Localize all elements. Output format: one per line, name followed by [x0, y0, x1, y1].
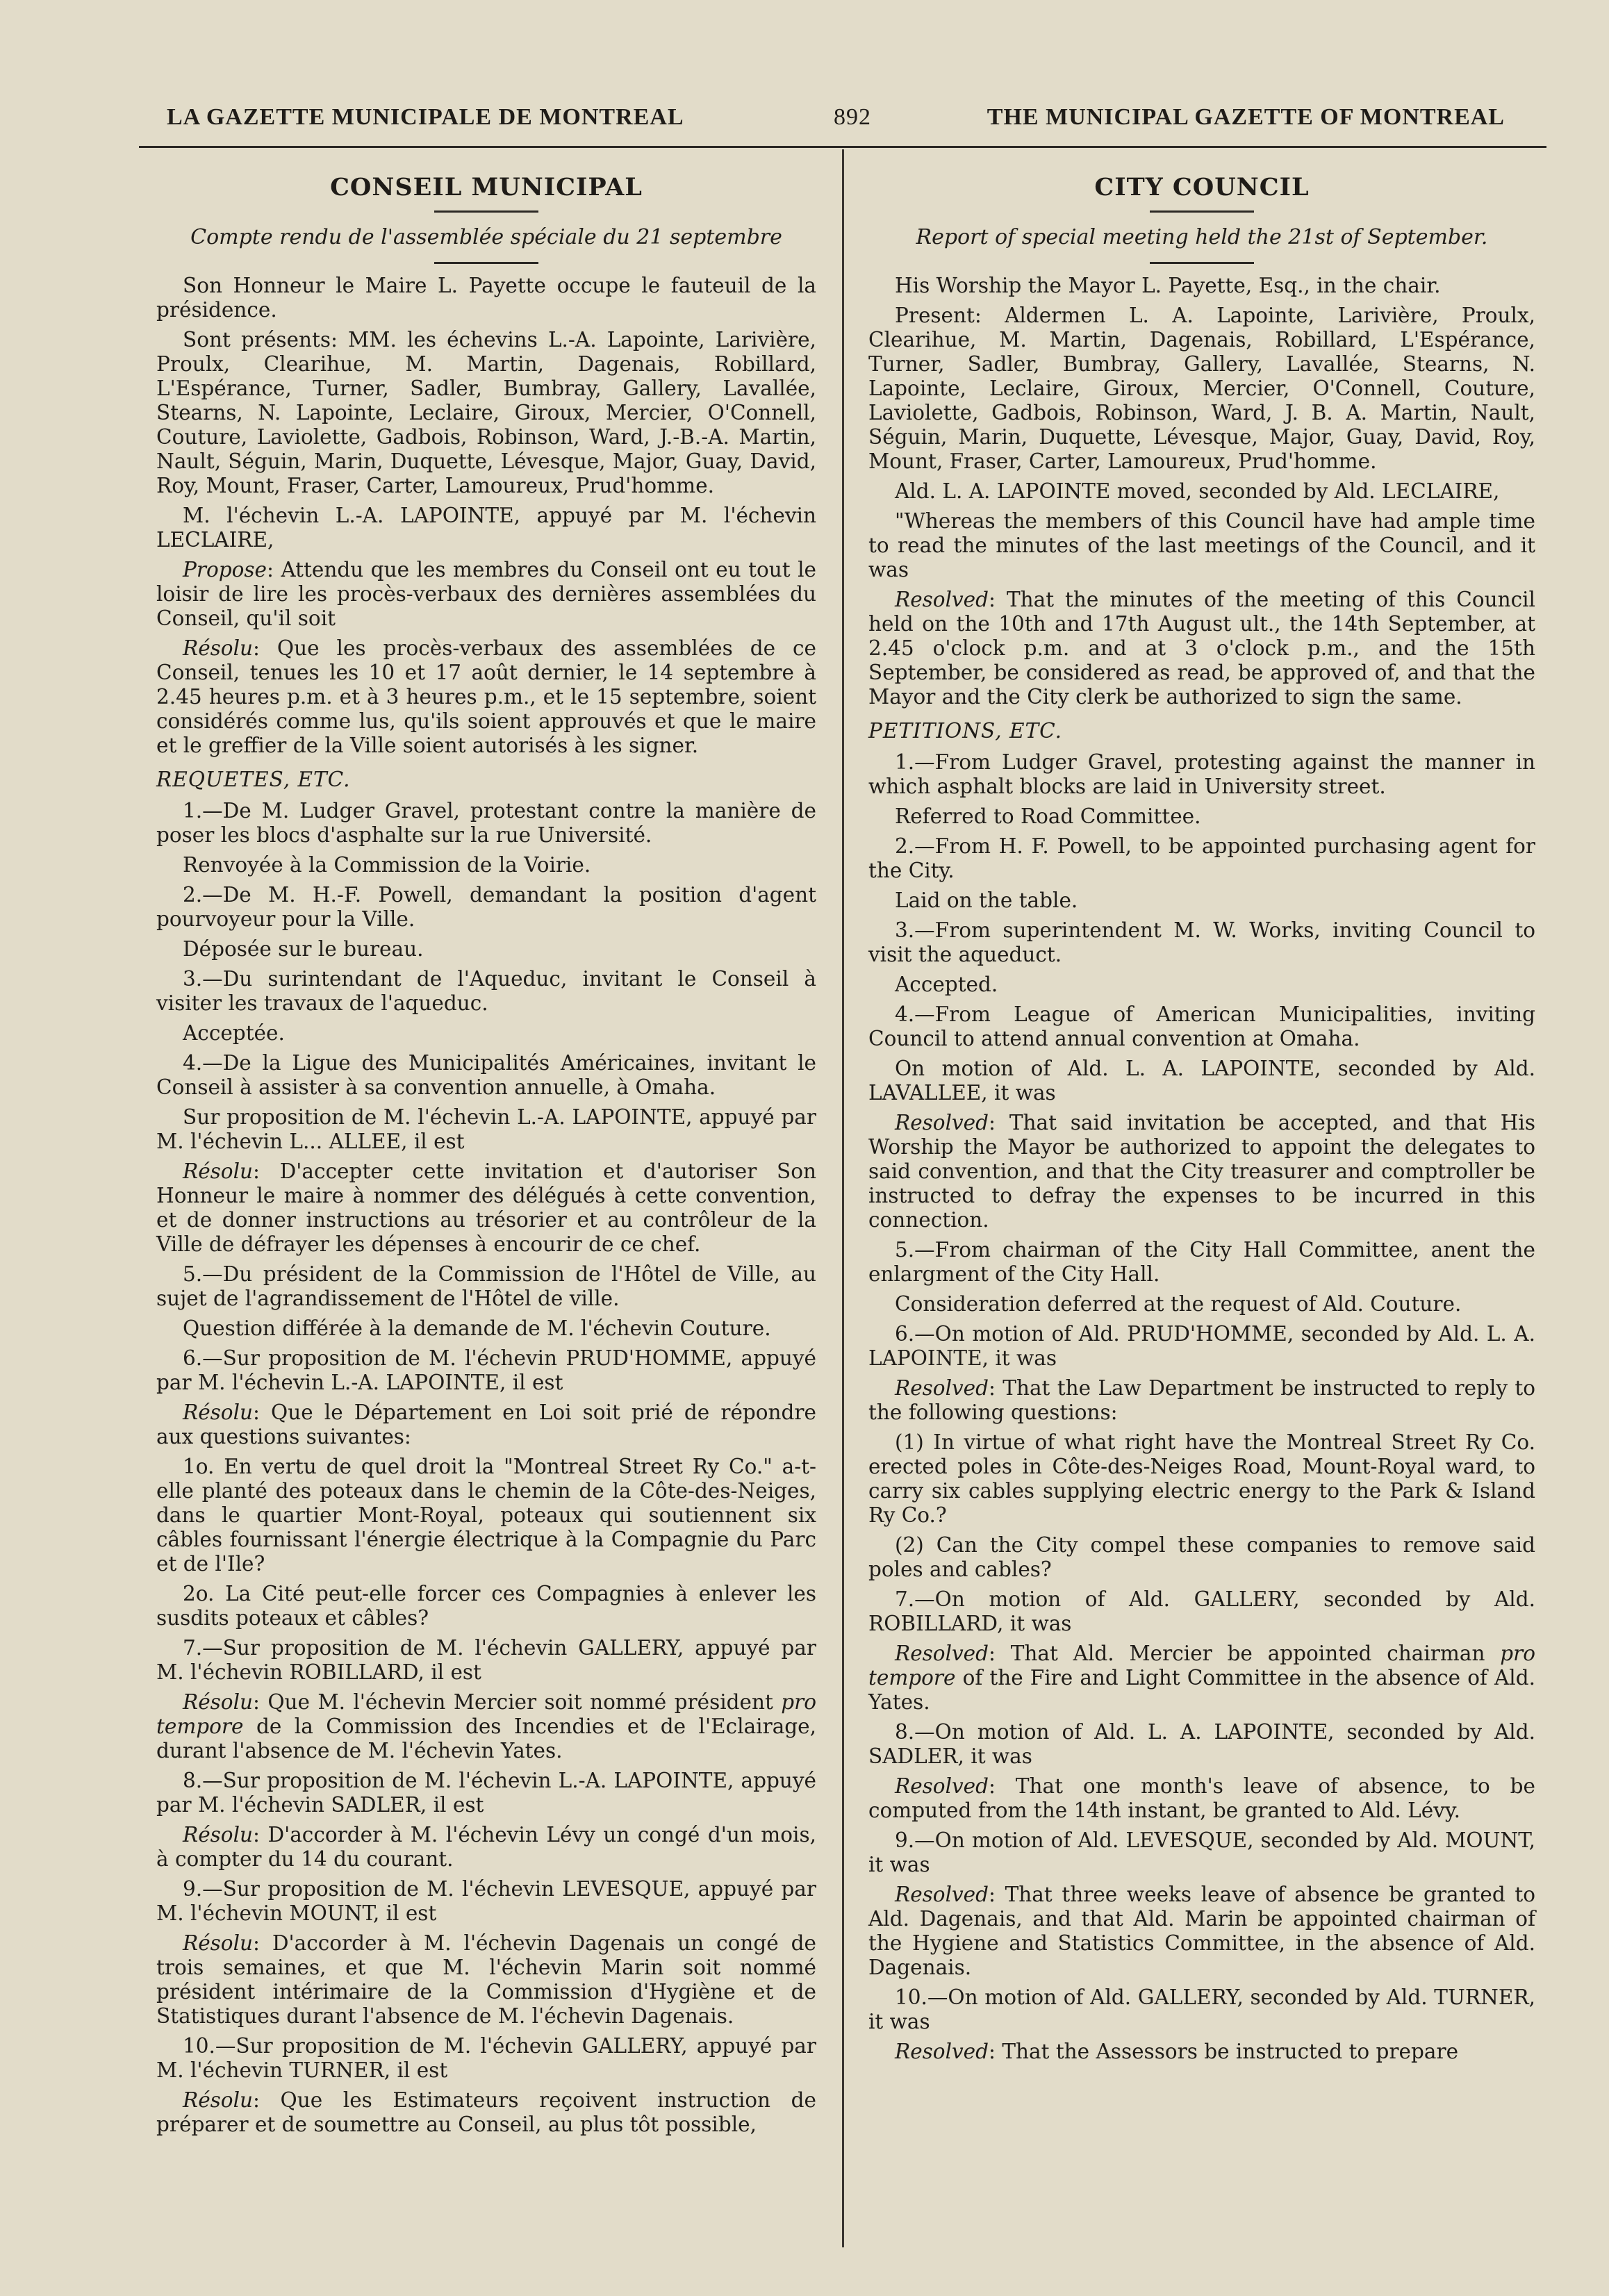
column-divider [842, 149, 844, 2247]
paragraph: Laid on the table. [895, 889, 1078, 912]
label: Resolved [895, 588, 989, 611]
label: Resolved [895, 1774, 989, 1798]
english-column [868, 167, 1535, 2070]
paragraph: Son Honneur le Maire L. Payette occupe le fauteuil de la présidence. [156, 274, 816, 322]
title-rule [1150, 210, 1254, 213]
text: : That the Assessors be instructed to prepare [989, 2040, 1459, 2063]
text: : That the Law Department be instructed to reply to the following questions: [868, 1376, 1535, 1424]
latin-term: pro tempore [156, 1690, 816, 1738]
text: : That Ald. Mercier be appointed chairman [989, 1642, 1501, 1665]
paragraph: 6.—On motion of Ald. PRUD'HOMME, seconded by Ald. L. A. LAPOINTE, it was [868, 1322, 1535, 1370]
paragraph [156, 1159, 816, 1257]
text: : That the minutes of the meeting of this Council held on the 10th and 17th August ult., the 14th September, at 2.45 o'clock p.m. and at 3 o'clock p.m., and the 15th September, be considered as read, be approved of, and that the Mayor and the City clerk be authorized to sign the same. [868, 588, 1535, 709]
paragraph: 8.—On motion of Ald. L. A. LAPOINTE, seconded by Ald. SADLER, it was [868, 1720, 1535, 1768]
label: Résolu [183, 1690, 254, 1714]
paragraph [868, 588, 1535, 709]
text: : D'accorder à M. l'échevin Lévy un congé d'un mois, à compter du 14 du courant. [156, 1823, 816, 1871]
paragraph [156, 1823, 816, 1872]
paragraph: 8.—Sur proposition de M. l'échevin L.-A. LAPOINTE, appuyé par M. l'échevin SADLER, il est [156, 1769, 816, 1817]
paragraph: Accepted. [895, 973, 998, 996]
paragraph [868, 1642, 1535, 1715]
paragraph: 2o. La Cité peut-elle forcer ces Compagnies à enlever les susdits poteaux et câbles? [156, 1582, 816, 1630]
text: : Que le Département en Loi soit prié de répondre aux questions suivantes: [156, 1401, 816, 1448]
paragraph [868, 1376, 1535, 1425]
paragraph [156, 636, 816, 758]
paragraph: 1o. En vertu de quel droit la "Montreal Street Ry Co." a-t-elle planté des poteaux dans le chemin de la Côte-des-Neiges, dans le quartier Mont-Royal, poteaux qui soutiennent six câbles fournissant l'énergie électrique à la Compagnie du Parc et de l'Ile? [156, 1455, 816, 1576]
english-title: CITY COUNCIL [1094, 173, 1310, 201]
paragraph: Referred to Road Committee. [895, 804, 1201, 828]
label: Resolved [895, 1376, 989, 1400]
paragraph: Sur proposition de M. l'échevin L.-A. LAPOINTE, appuyé par M. l'échevin L... ALLEE, il est [156, 1105, 816, 1153]
paragraph [156, 1931, 816, 2029]
label: Résolu [183, 1401, 254, 1424]
label: Propose [183, 558, 267, 581]
section-heading: REQUETES, ETC. [156, 768, 351, 791]
french-title: CONSEIL MUNICIPAL [330, 173, 643, 201]
label: Résolu [183, 1159, 254, 1183]
paragraph [156, 2088, 816, 2137]
text: : D'accorder à M. l'échevin Dagenais un congé de trois semaines, et que M. l'échevin Marin soit nommé président intérimaire de la Commission d'Hygiène et de Statistiques durant l'absence de M. l'échevin Dagenais. [156, 1931, 816, 2028]
paragraph: Acceptée. [183, 1021, 285, 1045]
paragraph [156, 558, 816, 631]
paragraph [868, 1774, 1535, 1823]
label: Résolu [183, 2088, 254, 2112]
paragraph: 2.—De M. H.-F. Powell, demandant la position d'agent pourvoyeur pour la Ville. [156, 883, 816, 931]
paragraph: 4.—De la Ligue des Municipalités Américaines, invitant le Conseil à assister à sa convention annuelle, à Omaha. [156, 1051, 816, 1099]
paragraph: 9.—Sur proposition de M. l'échevin LEVESQUE, appuyé par M. l'échevin MOUNT, il est [156, 1877, 816, 1925]
paragraph: Consideration deferred at the request of Ald. Couture. [895, 1292, 1462, 1316]
paragraph: Sont présents: MM. les échevins L.-A. Lapointe, Larivière, Proulx, Clearihue, M. Martin, Dagenais, Robillard, L'Espérance, Turner, Sadler, Bumbray, Gallery, Lavallée, Stearns, N. Lapointe, Leclaire, Giroux, Mercier, O'Connell, Couture, Laviolette, Gadbois, Robinson, Ward, J.-B.-A. Martin, Nault, Séguin, Marin, Duquette, Lévesque, Major, Guay, David, Roy, Mount, Fraser, Carter, Lamoureux, Prud'homme. [156, 328, 816, 497]
text: : That said invitation be accepted, and that His Worship the Mayor be authorized to appoint the delegates to said convention, and that the City treasurer and comptroller be instructed to defray the expenses to be incurred in this connection. [868, 1111, 1535, 1232]
paragraph: 3.—Du surintendant de l'Aqueduc, invitant le Conseil à visiter les travaux de l'aqueduc. [156, 967, 816, 1015]
paragraph: 4.—From League of American Municipalities, inviting Council to attend annual convention at Omaha. [868, 1002, 1535, 1050]
paragraph: M. l'échevin L.-A. LAPOINTE, appuyé par M. l'échevin LECLAIRE, [156, 504, 816, 552]
label: Resolved [895, 1642, 989, 1665]
header-french-title: LA GAZETTE MUNICIPALE DE MONTREAL [167, 104, 684, 130]
paragraph: On motion of Ald. L. A. LAPOINTE, seconded by Ald. LAVALLEE, it was [868, 1057, 1535, 1105]
text: : Que les procès-verbaux des assemblées de ce Conseil, tenues les 10 et 17 août dernier, le 14 septembre à 2.45 heures p.m. et à 3 heures p.m., et le 15 septembre, soient considérés comme lus, qu'ils soient approuvés et que le maire et le greffier de la Ville soient autorisés à les signer. [156, 636, 816, 757]
paragraph: 10.—On motion of Ald. GALLERY, seconded by Ald. TURNER, it was [868, 1985, 1535, 2033]
text: : Attendu que les membres du Conseil ont eu tout le loisir de lire les procès-verbaux des dernières assemblées du Conseil, qu'il soit [156, 558, 816, 630]
paragraph: "Whereas the members of this Council have had ample time to read the minutes of the last meetings of the Council, and it was [868, 509, 1535, 581]
paragraph: 3.—From superintendent M. W. Works, inviting Council to visit the aqueduct. [868, 918, 1535, 966]
paragraph: 5.—Du président de la Commission de l'Hôtel de Ville, au sujet de l'agrandissement de l'Hôtel de ville. [156, 1262, 816, 1310]
label: Resolved [895, 1111, 989, 1134]
paragraph: Déposée sur le bureau. [183, 937, 424, 961]
french-subtitle: Compte rendu de l'assemblée spéciale du 21 septembre [190, 225, 782, 249]
paragraph [868, 1111, 1535, 1232]
paragraph: 6.—Sur proposition de M. l'échevin PRUD'HOMME, appuyé par M. l'échevin L.-A. LAPOINTE, il est [156, 1346, 816, 1394]
paragraph: 7.—Sur proposition de M. l'échevin GALLERY, appuyé par M. l'échevin ROBILLARD, il est [156, 1636, 816, 1684]
text: : Que M. l'échevin Mercier soit nommé président [253, 1690, 782, 1714]
subtitle-rule [434, 262, 538, 264]
paragraph [868, 1883, 1535, 1980]
french-column [156, 167, 816, 2142]
text: de la Commission des Incendies et de l'Eclairage, durant l'absence de M. l'échevin Yates. [156, 1715, 816, 1762]
text: : That one month's leave of absence, to be computed from the 14th instant, be granted to Ald. Lévy. [868, 1774, 1535, 1822]
text: : That three weeks leave of absence be granted to Ald. Dagenais, and that Ald. Marin be appointed chairman of the Hygiene and Statistics Committee, in the absence of Ald. Dagenais. [868, 1883, 1535, 1979]
paragraph: Ald. L. A. LAPOINTE moved, seconded by Ald. LECLAIRE, [895, 479, 1500, 503]
english-subtitle: Report of special meeting held the 21st of September. [916, 225, 1488, 249]
paragraph: (2) Can the City compel these companies to remove said poles and cables? [868, 1533, 1535, 1581]
paragraph: 1.—From Ludger Gravel, protesting against the manner in which asphalt blocks are laid in University street. [868, 750, 1535, 798]
paragraph [156, 1401, 816, 1449]
header-rule [139, 146, 1546, 148]
header-english-title: THE MUNICIPAL GAZETTE OF MONTREAL [987, 104, 1505, 130]
paragraph: (1) In virtue of what right have the Montreal Street Ry Co. erected poles in Côte-des-Neiges Road, Mount-Royal ward, to carry six cables supplying electric energy to the Park & Island Ry Co.? [868, 1430, 1535, 1527]
text: of the Fire and Light Committee in the absence of Ald. Yates. [868, 1666, 1535, 1714]
title-rule [434, 210, 538, 213]
section-heading: PETITIONS, ETC. [868, 719, 1063, 743]
label: Résolu [183, 1931, 254, 1955]
paragraph: 7.—On motion of Ald. GALLERY, seconded by Ald. ROBILLARD, it was [868, 1587, 1535, 1635]
running-header [139, 90, 1546, 139]
latin-term: pro tempore [868, 1642, 1535, 1690]
paragraph: 10.—Sur proposition de M. l'échevin GALLERY, appuyé par M. l'échevin TURNER, il est [156, 2034, 816, 2082]
paragraph: His Worship the Mayor L. Payette, Esq., in the chair. [895, 274, 1441, 297]
subtitle-rule [1150, 262, 1254, 264]
paragraph: 1.—De M. Ludger Gravel, protestant contre la manière de poser les blocs d'asphalte sur la rue Université. [156, 799, 816, 847]
label: Resolved [895, 1883, 989, 1906]
paragraph: Question différée à la demande de M. l'échevin Couture. [183, 1316, 771, 1340]
paragraph: Present: Aldermen L. A. Lapointe, Larivière, Proulx, Clearihue, M. Martin, Dagenais, Robillard, L'Espérance, Turner, Sadler, Bumbray, Gallery, Lavallée, Stearns, N. Lapointe, Leclaire, Giroux, Mercier, O'Connell, Couture, Laviolette, Gadbois, Robinson, Ward, J. B. A. Martin, Nault, Séguin, Marin, Duquette, Lévesque, Major, Guay, David, Roy, Mount, Fraser, Carter, Lamoureux, Prud'homme. [868, 304, 1535, 473]
label: Résolu [183, 636, 254, 660]
paragraph [156, 1690, 816, 1763]
page-number: 892 [834, 104, 871, 130]
text: : Que les Estimateurs reçoivent instruction de préparer et de soumettre au Conseil, au plus tôt possible, [156, 2088, 816, 2136]
paragraph: 9.—On motion of Ald. LEVESQUE, seconded by Ald. MOUNT, it was [868, 1828, 1535, 1876]
label: Resolved [895, 2040, 989, 2063]
paragraph: 2.—From H. F. Powell, to be appointed purchasing agent for the City. [868, 834, 1535, 882]
paragraph: 5.—From chairman of the City Hall Committee, anent the enlargment of the City Hall. [868, 1238, 1535, 1286]
paragraph [868, 2040, 1535, 2064]
text: : D'accepter cette invitation et d'autoriser Son Honneur le maire à nommer des délégués à cette convention, et de donner instructions au trésorier et au contrôleur de la Ville de défrayer les dépenses à encourir de ce chef. [156, 1159, 816, 1256]
label: Résolu [183, 1823, 254, 1847]
paragraph: Renvoyée à la Commission de la Voirie. [183, 853, 591, 877]
